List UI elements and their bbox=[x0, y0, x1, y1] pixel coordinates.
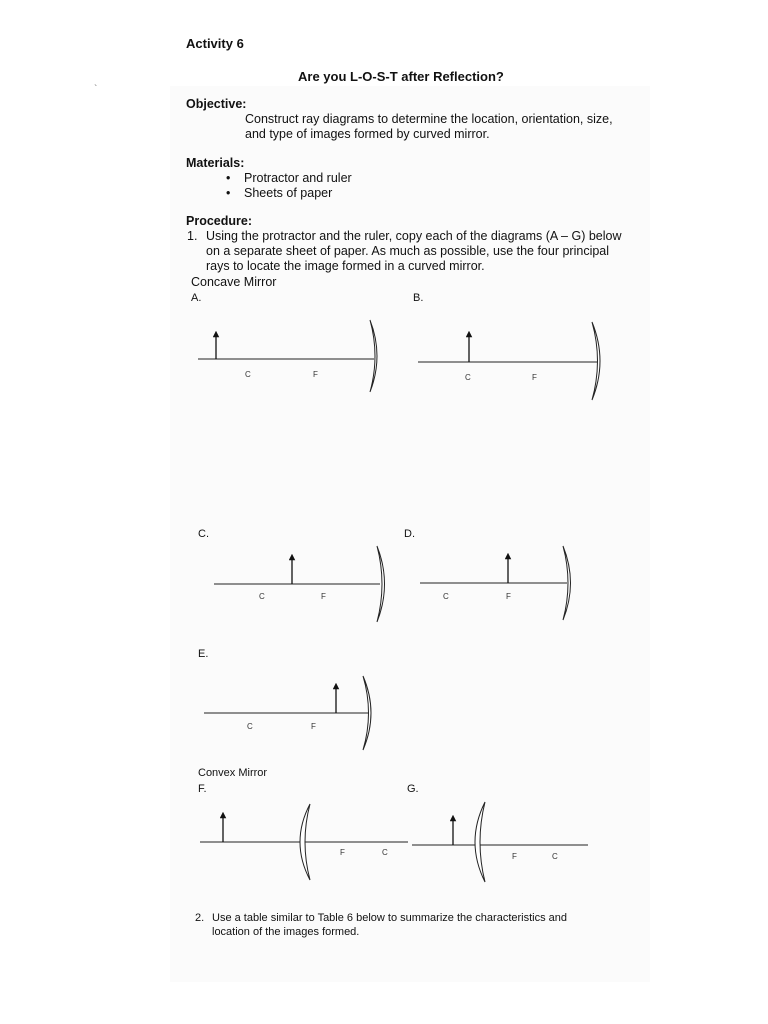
step1-line: rays to locate the image formed in a curved mirror. bbox=[206, 259, 485, 273]
step1-line: Using the protractor and the ruler, copy each of the diagrams (A – G) below bbox=[206, 229, 622, 243]
point-f-label: F bbox=[321, 592, 326, 601]
material-item: Sheets of paper bbox=[244, 186, 333, 200]
step1-number: 1. bbox=[187, 229, 198, 243]
diagram-e bbox=[204, 676, 371, 750]
diagram-b-label: B. bbox=[413, 292, 424, 304]
diagram-f-label: F. bbox=[198, 783, 207, 795]
convex-mirror bbox=[475, 802, 485, 882]
point-c-label: C bbox=[443, 592, 449, 601]
point-c-label: C bbox=[247, 722, 253, 731]
point-f-label: F bbox=[340, 848, 345, 857]
point-f-label: F bbox=[512, 852, 517, 861]
convex-heading: Convex Mirror bbox=[198, 767, 268, 779]
objective-line: and type of images formed by curved mirror. bbox=[245, 127, 490, 141]
point-c-label: C bbox=[245, 370, 251, 379]
step2-line: location of the images formed. bbox=[212, 926, 360, 938]
point-c-label: C bbox=[259, 592, 265, 601]
diagram-d bbox=[420, 546, 571, 620]
point-f-label: F bbox=[311, 722, 316, 731]
concave-mirror bbox=[370, 320, 377, 392]
point-c-label: C bbox=[465, 373, 471, 382]
diagram-a-label: A. bbox=[191, 292, 202, 304]
diagram-e-label: E. bbox=[198, 648, 209, 660]
point-f-label: F bbox=[532, 373, 537, 382]
diagram-a bbox=[198, 320, 377, 392]
bullet-mark: • bbox=[226, 171, 231, 185]
point-c-label: C bbox=[552, 852, 558, 861]
objective-heading: Objective: bbox=[186, 97, 247, 111]
diagram-c-label: C. bbox=[198, 528, 209, 540]
point-c-label: C bbox=[382, 848, 388, 857]
concave-mirror bbox=[592, 322, 600, 400]
diagram-g bbox=[412, 802, 588, 882]
diagram-f bbox=[200, 804, 408, 880]
diagram-c bbox=[214, 546, 385, 622]
stray-mark: ` bbox=[94, 84, 98, 95]
activity-title: Are you L-O-S-T after Reflection? bbox=[298, 69, 504, 84]
step2-line: Use a table similar to Table 6 below to summarize the characteristics and bbox=[212, 912, 568, 924]
materials-heading: Materials: bbox=[186, 156, 245, 170]
point-f-label: F bbox=[506, 592, 511, 601]
objective-line: Construct ray diagrams to determine the location, orientation, size, bbox=[245, 112, 613, 126]
point-f-label: F bbox=[313, 370, 318, 379]
material-item: Protractor and ruler bbox=[244, 171, 352, 185]
diagram-g-label: G. bbox=[407, 783, 419, 795]
step1-line: on a separate sheet of paper. As much as possible, use the four principal bbox=[206, 244, 610, 258]
concave-heading: Concave Mirror bbox=[191, 275, 277, 289]
diagram-b bbox=[418, 322, 600, 400]
bullet-mark: • bbox=[226, 186, 231, 200]
activity-heading: Activity 6 bbox=[186, 36, 244, 51]
step2-number: 2. bbox=[195, 912, 205, 924]
procedure-heading: Procedure: bbox=[186, 214, 252, 228]
diagram-d-label: D. bbox=[404, 528, 415, 540]
